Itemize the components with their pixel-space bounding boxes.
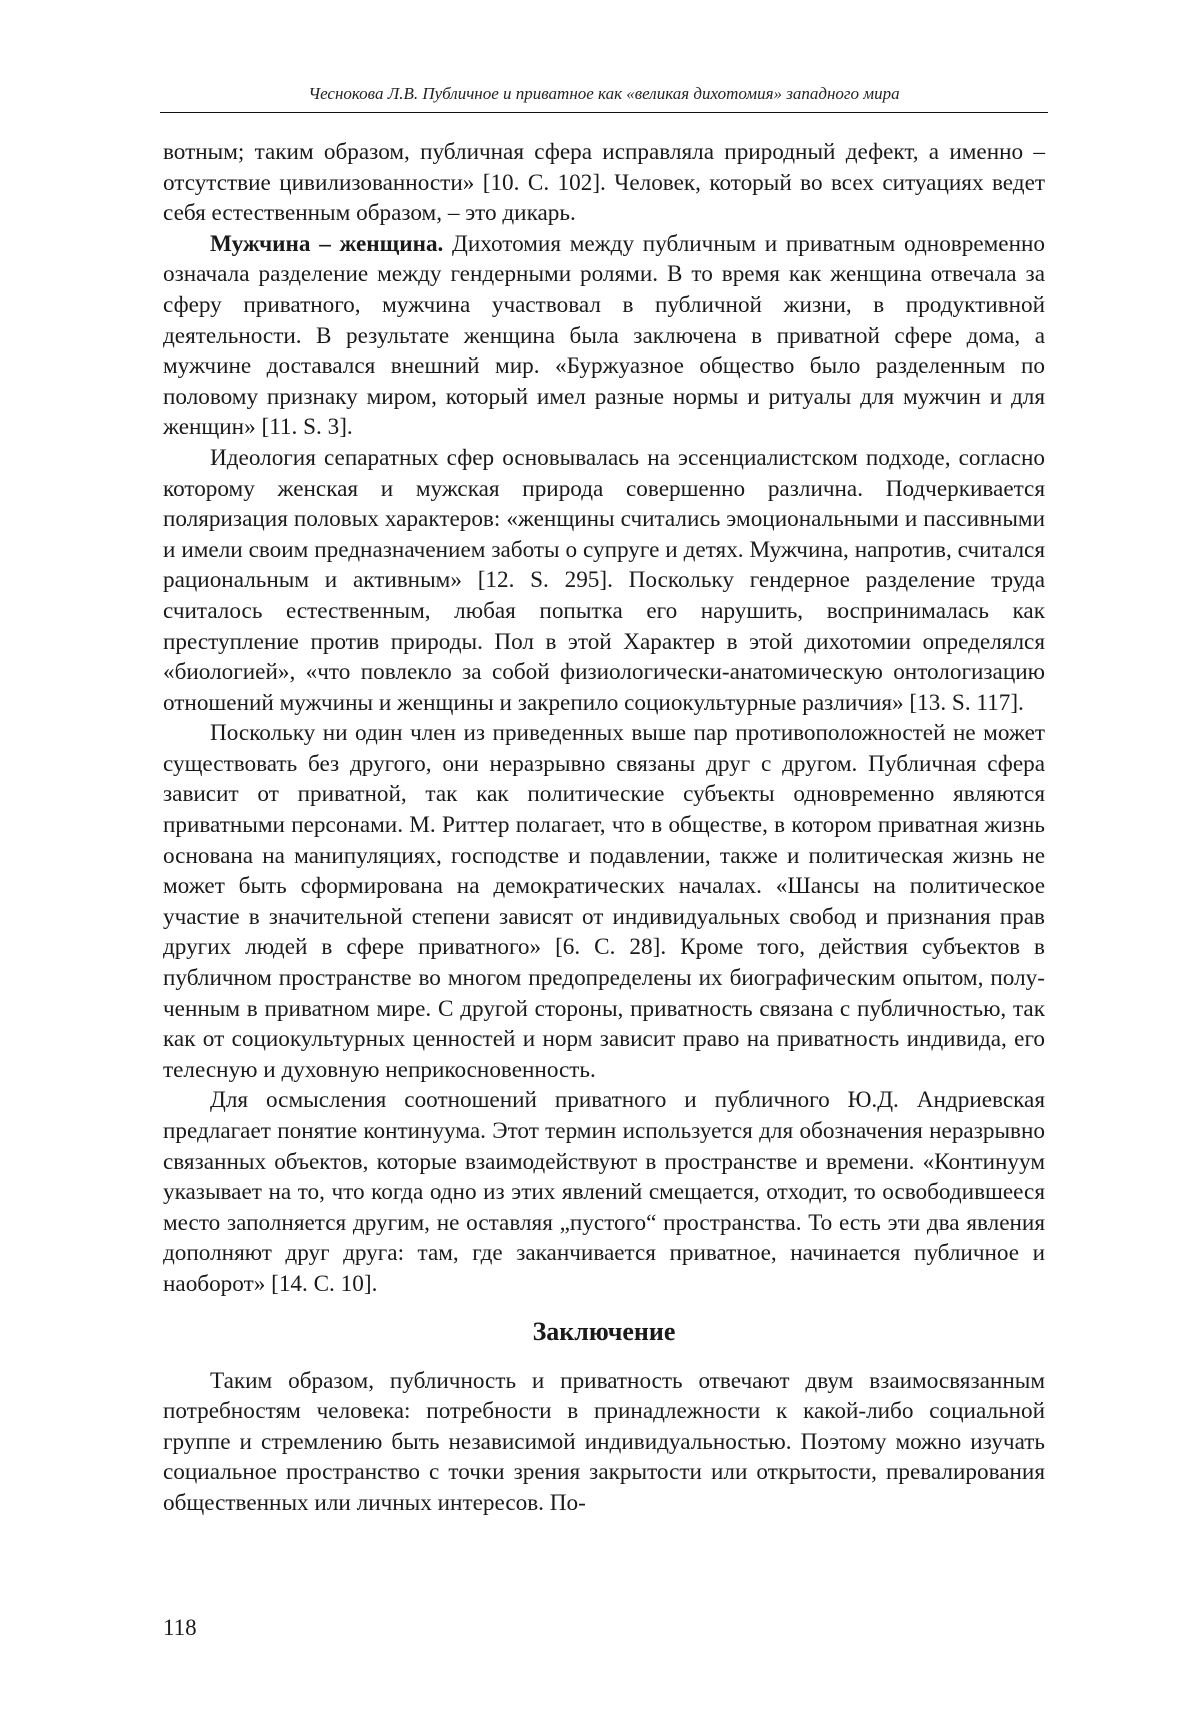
paragraph-conclusion: Таким образом, публичность и приватность отвечают двум взаимосвязанным потребностям человека: потребности в принадлежности к какой-либо социальной группе и стремлению быть независимой индивидуальностью. Поэтому можно изучать социальное пространство с точки зрения закрытости или открытости, превалирования общественных или личных интересов. По- [163, 1367, 1045, 1516]
paragraph-lead: Мужчина – женщина. [210, 230, 444, 257]
paragraph-continuum: Для осмысления соотношений приватного и публичного Ю.Д. Андриевская предлагает понятие континуума. Этот термин используется для обозначения неразрывно связанных объектов, которые взаимодействуют в пространстве и времени. «Континуум указывает на то, что когда одно из этих явлений смещается, отходит, то освободившееся место заполняется другим, не оставляя „пустого“ пространства. То есть эти два явления дополняют друг друга: там, где заканчивается приватное, начинается публичное и наоборот» [14. С. 10]. [163, 1087, 1045, 1297]
body-text [163, 137, 1045, 1519]
paragraph-ideology: Идеология сепаратных сфер основывалась на эссенциалистском подходе, согласно которому женская и мужская природа совершенно различна. Подчеркивается поляризация половых характеров: «женщины считались эмоциональными и пассивными и имели своим предназначением заботы о супруге и детях. Мужчина, напротив, считался рациональным и активным» [12. S. 295]. Поскольку гендерное разделение труда считалось естественным, любая попытка его нарушить, воспринималась как преступление против природы. Пол в этой Характер в этой дихотомии определялся «биологией», «что повлекло за собой физиологически-анатомическую онтологизацию отношений мужчины и женщины и закрепило социокультурные различия» [13. S. 117]. [163, 444, 1045, 716]
paragraph-continuation: вотным; таким образом, публичная сфера исправляла природный дефект, а именно – отсутствие цивилизованности» [10. С. 102]. Человек, который во всех ситуациях ведет себя естественным образом, – это дикарь. [163, 139, 1045, 227]
header-rule [160, 112, 1048, 113]
paragraph-gender [163, 229, 1045, 443]
running-header: Чеснокова Л.В. Публичное и приватное как «великая дихотомия» западного мира [308, 84, 900, 103]
paragraph-interdependence: Поскольку ни один член из приведенных выше пар противоположностей не может существовать без другого, они неразрывно связаны друг с другом. Публичная сфера зависит от приватной, так как политические субъекты одновременно являются приватными персонами. М. Риттер полагает, что в обществе, в котором приватная жизнь основана на манипуляциях, господстве и подавлении, также и политическая жизнь не может быть сформирована на демократических началах. «Шансы на политическое участие в значительной степени зависят от индивидуальных свобод и признания прав других людей в сфере приватного» [6. С. 28]. Кроме того, действия субъектов в публичном пространстве во многом предопределены их биографическим опытом, полученным в приватном мире. С другой стороны, приватность связана с публичностью, так как от социокультурных ценностей и норм зависит право на приватность индивида, его телесную и духовную неприкосновенность. [163, 720, 1045, 1083]
paragraph-text: Дихотомия между публичным и приватным одновременно означала разделение между гендерными ролями. В то время как женщина отвечала за сферу приватного, мужчина участвовал в публичной жизни, в продуктивной деятельности. В результате женщина была заключена в приватной сфере дома, а мужчине доставался внешний мир. «Буржуазное общество было разделенным по половому признаку миром, который имел разные нормы и ритуалы для мужчин и для женщин» [11. S. 3]. [163, 230, 1045, 441]
section-heading: Заключение [532, 1316, 676, 1346]
page-number: 118 [163, 1615, 197, 1640]
